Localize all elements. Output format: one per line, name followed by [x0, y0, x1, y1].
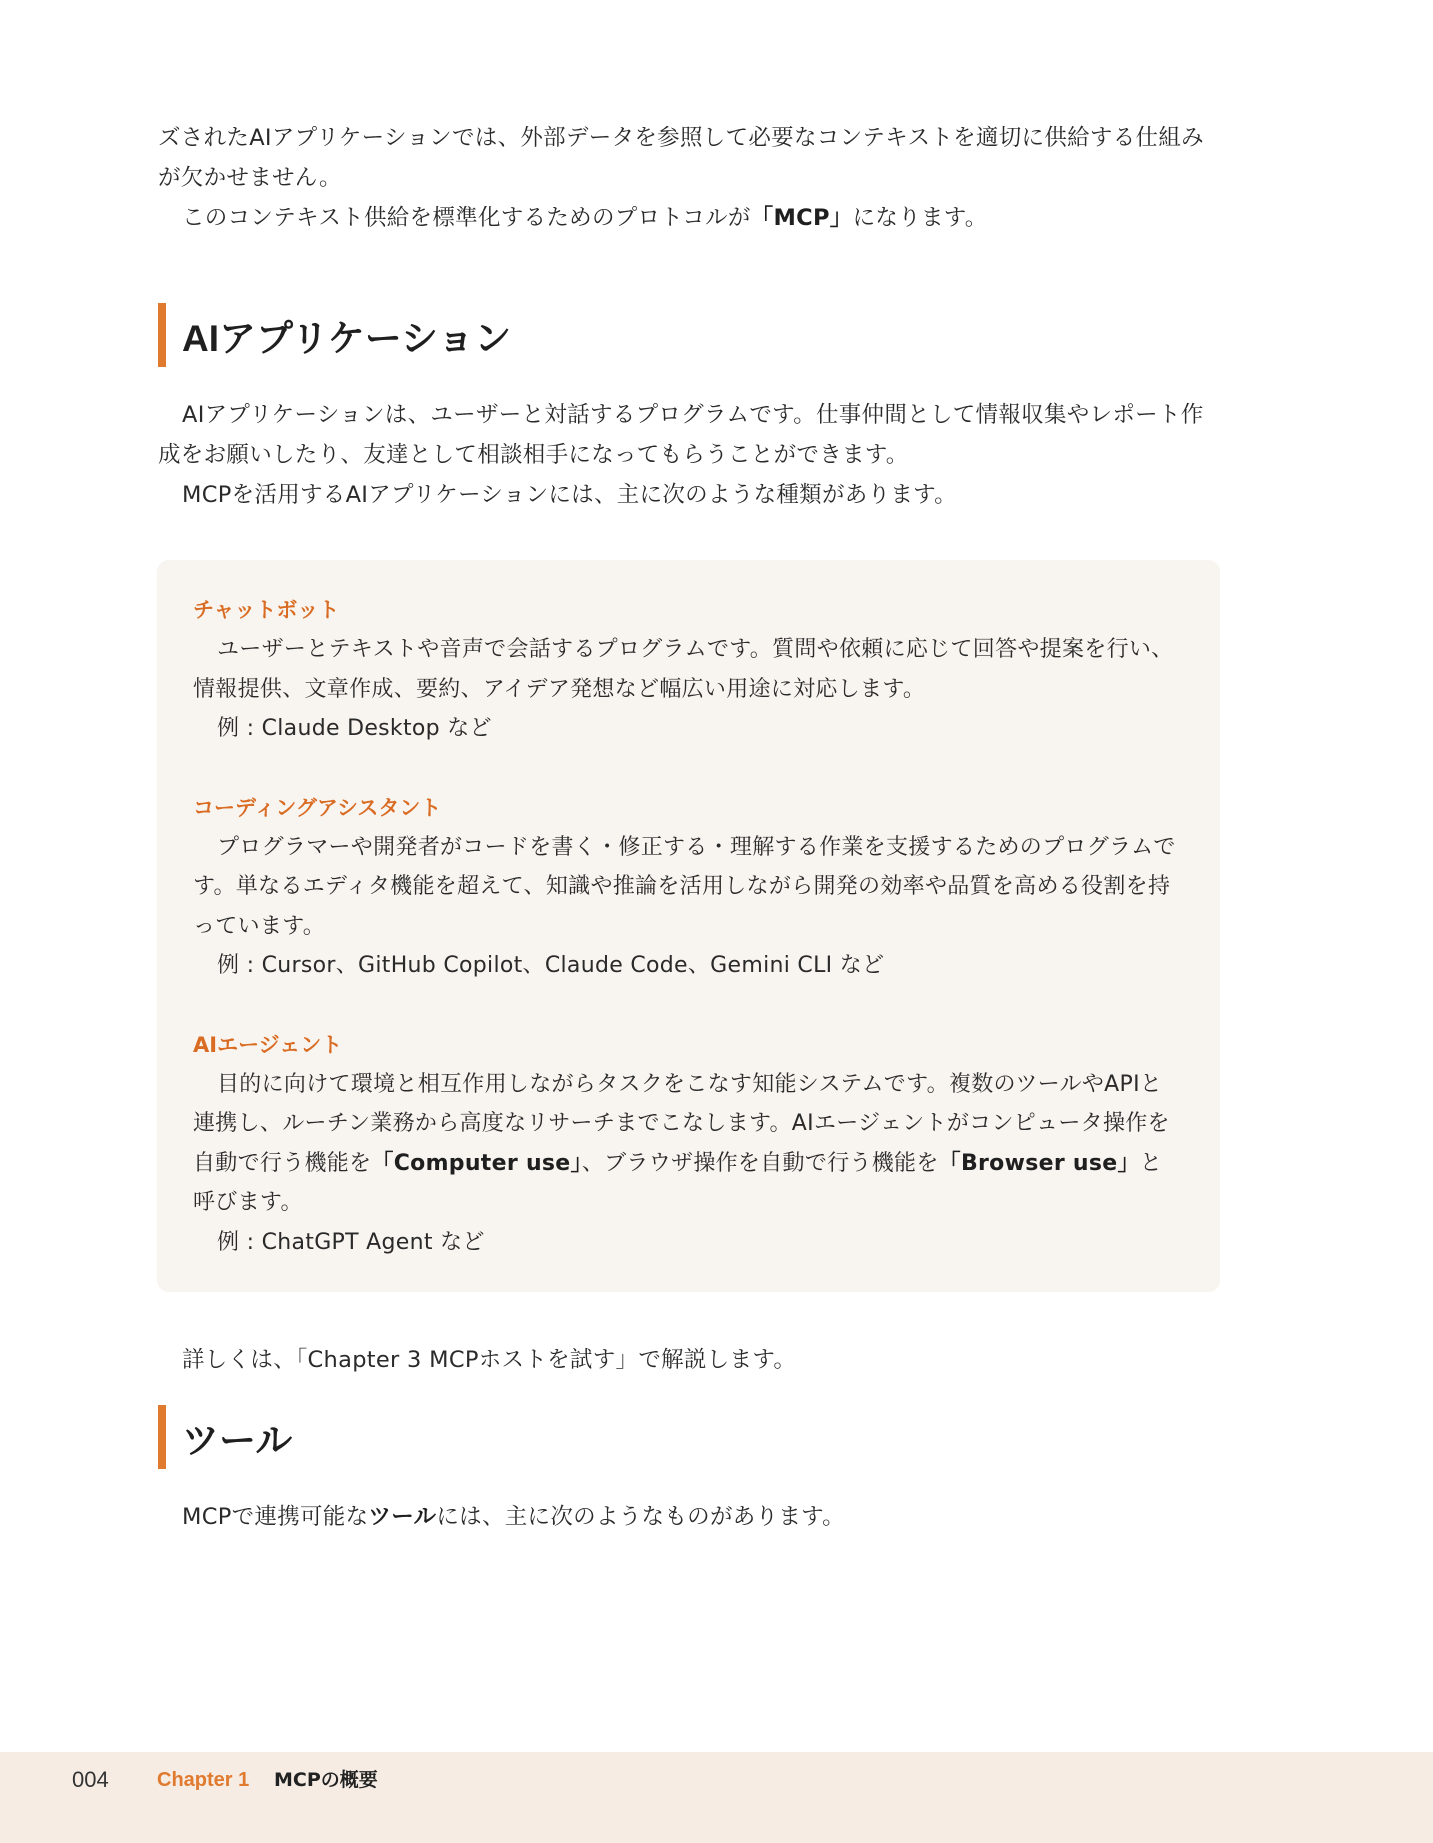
- item-example: 例 : Cursor、GitHub Copilot、Claude Code、Gemini CLI など: [217, 953, 885, 978]
- page-footer: [0, 1752, 1433, 1843]
- chapter-title: MCPの概要: [274, 1769, 378, 1791]
- reference-note: 詳しくは、「Chapter 3 MCPホストを試す」で解説します。: [182, 1347, 797, 1373]
- section-heading-ai-applications: [158, 303, 511, 367]
- heading-accent-bar: [158, 1405, 166, 1469]
- intro-paragraph-mcp: [158, 198, 1220, 238]
- section1-paragraph-1: AIアプリケーションは、ユーザーと対話するプログラムです。仕事仲間として情報収集やレポート作成をお願いしたり、友達として相談相手になってもらうことができます。: [158, 402, 1204, 468]
- desc-text: 目的に向けて環境と相互作用しながらタスクをこなす知能システムです。複数のツールやAPIと連携し、ルーチン業務から高度なリサーチまでこなします。AIエージェントがコンピュータ操作を自動で行う機能を: [193, 1071, 1170, 1176]
- list-item-ai-agent: [193, 1025, 1183, 1263]
- intro-block: [158, 118, 1220, 238]
- item-example: 例 : Claude Desktop など: [217, 716, 492, 741]
- section2-paragraph: [158, 1497, 1220, 1537]
- chapter-label: Chapter 1: [157, 1769, 250, 1791]
- reference-note-block: [158, 1340, 1220, 1380]
- mcp-term: 「MCP」: [750, 205, 853, 231]
- item-description: ユーザーとテキストや音声で会話するプログラムです。質問や依頼に応じて回答や提案を行い、情報提供、文章作成、要約、アイデア発想など幅広い用途に対応します。: [193, 637, 1174, 702]
- intro-text-end: になります。: [852, 205, 988, 231]
- section-heading-tools: [158, 1405, 292, 1469]
- application-types-box: [157, 560, 1220, 1292]
- desc-text-end: と呼びます。: [193, 1150, 1163, 1215]
- heading-accent-bar: [158, 303, 166, 367]
- desc-text-mid: 、ブラウザ操作を自動で行う機能を: [581, 1150, 939, 1176]
- heading-title: ツール: [182, 1420, 293, 1461]
- item-description: プログラマーや開発者がコードを書く・修正する・理解する作業を支援するためのプログラムです。単なるエディタ機能を超えて、知識や推論を活用しながら開発の効率や品質を高める役割を持っています。: [193, 834, 1176, 939]
- item-title: AIエージェント: [193, 1032, 343, 1057]
- list-item-chatbot: [193, 590, 1183, 749]
- section2-body: [158, 1497, 1220, 1537]
- heading-title: AIアプリケーション: [182, 318, 512, 359]
- computer-use-term: 「Computer use」: [371, 1150, 582, 1176]
- item-description: [193, 1065, 1183, 1223]
- item-title: コーディングアシスタント: [193, 795, 442, 820]
- tools-term: ツール: [368, 1504, 437, 1530]
- item-title: チャットボット: [193, 598, 340, 622]
- intro-text: このコンテキスト供給を標準化するためのプロトコルが: [182, 205, 751, 231]
- browser-use-term: 「Browser use」: [938, 1150, 1140, 1176]
- page-number: 004: [72, 1767, 109, 1792]
- section1-body: [158, 395, 1220, 515]
- section2-text-end: には、主に次のようなものがあります。: [436, 1504, 845, 1530]
- intro-paragraph: ズされたAIアプリケーションでは、外部データを参照して必要なコンテキストを適切に供給する仕組みが欠かせません。: [158, 125, 1204, 191]
- list-item-coding-assistant: [193, 788, 1183, 986]
- section1-paragraph-2: MCPを活用するAIアプリケーションには、主に次のような種類があります。: [182, 482, 957, 508]
- item-example: 例 : ChatGPT Agent など: [217, 1229, 485, 1255]
- section2-text: MCPで連携可能な: [182, 1504, 369, 1530]
